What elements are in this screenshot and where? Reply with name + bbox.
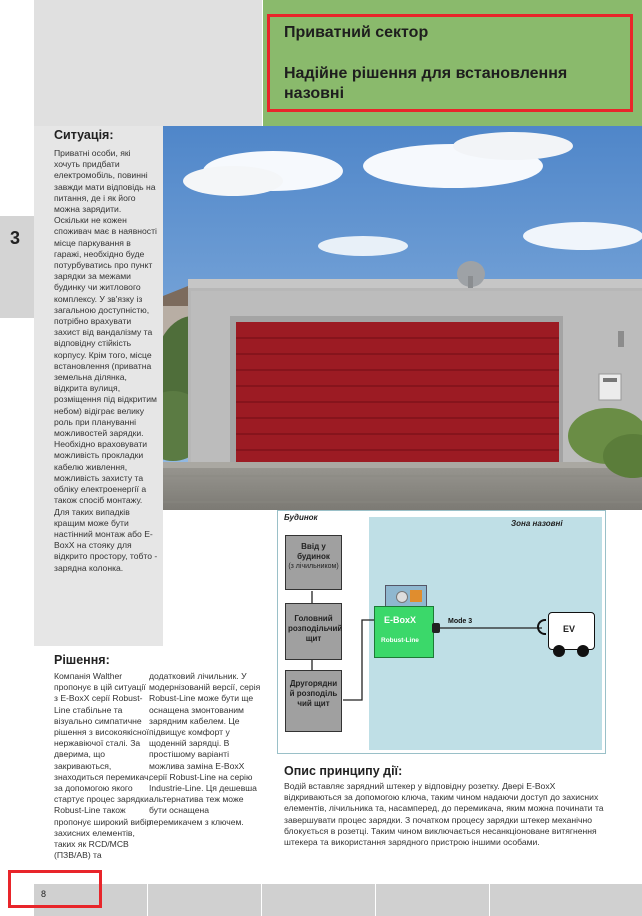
house-entry-sub: (з лічильником) [288, 563, 339, 570]
footer-band [34, 884, 642, 916]
sub-panel-label: Другорядний розподільчий щит [289, 679, 338, 708]
page-number-highlight [8, 870, 102, 908]
situation-heading: Ситуація: [54, 128, 114, 142]
ebox-top-unit [385, 585, 427, 607]
ev-plug-icon [537, 619, 546, 635]
header-tile [148, 0, 263, 126]
main-panel-box [285, 603, 342, 660]
ebox-unit [374, 606, 434, 658]
ev-wheel-icon [577, 645, 589, 657]
outdoor-label: Зона назовні [511, 519, 563, 528]
main-panel-label: Головний розподільчий щит [288, 614, 343, 643]
principle-body: Водій вставляє зарядний штекер у відповідну розетку. Двері E-BoxX відкриваються за допомогою ключа, таким чином надаючи доступ до захисних елементів, лічильника та, насамперед, до перемикача, яким можна починати та завершувати процес зарядки. З початком процесу зарядки штекер механічно блокується в розетці. Таким чином виключається несанкціоноване витягнення штекера та використання зарядного пристрою іншими особами. [284, 781, 604, 848]
header-title: Приватний сектор [284, 24, 429, 41]
header-tile [34, 0, 149, 126]
footer-divider [375, 884, 376, 916]
ebox-title: E-BoxX [384, 615, 417, 625]
socket-icon [432, 623, 440, 633]
house-entry-title: Ввід у будинок [297, 542, 330, 561]
situation-body: Приватні особи, які хочуть придбати електромобіль, повинні завжди мати відповідь на питання, де і як його можна зарядити. Оскільки не кожен споживач має в наявності місце паркування в гаражі, необхідно буде потурбуватись про пункт зарядки за межами будинку чи житлового комплексу. У зв'язку із загальною доступністю, потрібно врахувати захист від вандалізму та відповідну стійкість корпусу. Крім того, місце встановлення (приватна земельна ділянка, відкрита вулиця, розміщення під відкритим небом) відіграє велику роль при плануванні можливостей зарядки. Необхідно враховувати можливість прокладки кабелю живлення, можливість захисту та обліку електроенергії а також спосіб монтажу. Для таких випадків кращим може бути настінний монтаж або E-BoxX на стояку для відкрито простору, тобто - зарядна колонка. [54, 148, 158, 573]
header-subtitle: Надійне рішення для встановлення назовні [284, 65, 568, 102]
ev-label: EV [563, 624, 576, 634]
solution-heading: Рішення: [54, 653, 110, 667]
ebox-sub: Robust-Line [381, 637, 419, 644]
garage-photo [163, 126, 642, 510]
footer-divider [261, 884, 262, 916]
left-margin [0, 0, 34, 916]
principle-heading: Опис принципу дії: [284, 764, 403, 778]
solution-col2: додатковий лічильник. У модернізованій версії, серія Robust-Line може бути ще оснащена змонтованим зарядним кабелем. Це підвищує комфорт у щоденній зарядці. В простішому варіанті можлива заміна E-BoxX серії Robust-Line на серію Industrie-Line. Ця дешевша альтернатива теж може бути оснащена перемикачем з ключем. [149, 671, 261, 827]
mode-label: Mode 3 [448, 618, 473, 625]
ev-wheel-icon [553, 645, 565, 657]
house-label: Будинок [284, 513, 318, 522]
chapter-number: 3 [10, 228, 21, 248]
footer-divider [489, 884, 490, 916]
page-number: 8 [41, 889, 47, 899]
solution-col1: Компанія Walther пропонує в цій ситуації з E-BoxX серії Robust-Line стабільне та візуально симпатичне рішення з високоякісної нержавіючої сталі. За дверима, що закриваються, знаходиться перемикач, за допомогою якого стартує процес зарядки. Robust-Line також пропонує широкий вибір захисних елементів, таких як RCD/MCB (ПЗВ/АВ) та [54, 671, 152, 861]
footer-divider [147, 884, 148, 916]
house-entry-box [285, 535, 342, 590]
sub-panel-box [285, 670, 342, 732]
ev-car [548, 612, 595, 650]
